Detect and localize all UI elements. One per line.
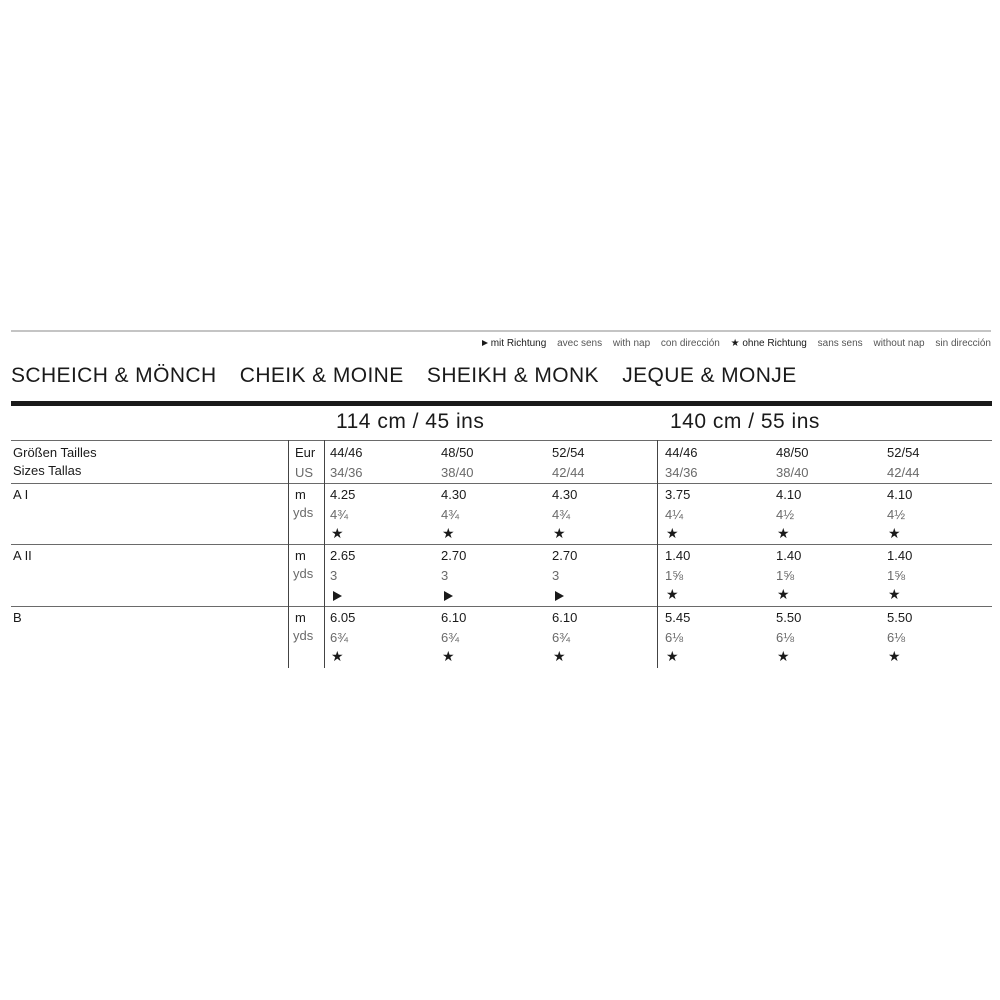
row-label: B: [13, 610, 22, 625]
unit-yds: yds: [293, 566, 314, 581]
meters-value: 1.40: [665, 548, 691, 563]
triangle-icon: [333, 591, 342, 601]
us-size: 42/44: [887, 465, 920, 480]
eur-size: 48/50: [441, 445, 474, 460]
yards-value: 6¾: [441, 630, 460, 645]
width-header-rule: [11, 440, 992, 441]
yards-value: 6¾: [552, 630, 571, 645]
row-label: A II: [13, 548, 32, 563]
star-icon: ★: [666, 586, 679, 602]
yards-value: 4½: [887, 507, 906, 522]
width-divider: [657, 440, 658, 668]
yards-value: 4¾: [552, 507, 571, 522]
yards-value: 4½: [776, 507, 795, 522]
with-nap-legend: mit Richtung: [482, 338, 547, 349]
meters-value: 3.75: [665, 487, 691, 502]
pattern-title: [11, 364, 814, 388]
yards-value: 6⅛: [776, 630, 795, 645]
meters-value: 2.70: [552, 548, 578, 563]
star-icon: ★: [777, 586, 790, 602]
top-rule: [11, 330, 991, 332]
row-rule: [11, 483, 992, 484]
title-rule: [11, 401, 992, 406]
fabric-width-140: 140 cm / 55 ins: [670, 410, 820, 433]
star-icon: ★: [888, 525, 901, 541]
triangle-icon: [444, 591, 453, 601]
us-size: 38/40: [441, 465, 474, 480]
star-icon: ★: [666, 648, 679, 664]
meters-value: 1.40: [776, 548, 802, 563]
meters-value: 2.70: [441, 548, 467, 563]
row-rule: [11, 606, 992, 607]
star-icon: ★: [442, 648, 455, 664]
us-size: 34/36: [330, 465, 363, 480]
meters-value: 4.25: [330, 487, 356, 502]
star-icon: ★: [331, 648, 344, 664]
meters-value: 6.05: [330, 610, 356, 625]
meters-value: 6.10: [441, 610, 467, 625]
star-icon: ★: [888, 648, 901, 664]
eur-size: 44/46: [330, 445, 363, 460]
without-nap-legend: ★ ohne Richtung: [730, 338, 807, 349]
title-es: JEQUE & MONJE: [622, 364, 797, 387]
yards-value: 6⅛: [887, 630, 906, 645]
title-en: SHEIKH & MONK: [426, 364, 599, 387]
yards-value: 3: [552, 568, 560, 583]
yards-value: 1⅝: [665, 568, 684, 583]
unit-yds: yds: [293, 505, 314, 520]
nap-legend: mit Richtung avec sens with nap con dirección ★ ohne Richtung sans sens without nap sin dirección: [482, 338, 991, 349]
yards-value: 1⅝: [887, 568, 906, 583]
meters-value: 5.50: [776, 610, 802, 625]
unit-divider: [324, 440, 325, 668]
meters-value: 1.40: [887, 548, 913, 563]
star-icon: ★: [442, 525, 455, 541]
star-icon: ★: [553, 648, 566, 664]
star-icon: ★: [666, 525, 679, 541]
unit-m: m: [295, 548, 306, 563]
size-label: Größen Tailles: [13, 445, 97, 460]
title-de: SCHEICH & MÖNCH: [11, 364, 217, 387]
us-size: 42/44: [552, 465, 585, 480]
eur-size: 48/50: [776, 445, 809, 460]
us-size: 38/40: [776, 465, 809, 480]
size-label: Sizes Tallas: [13, 463, 82, 478]
meters-value: 5.45: [665, 610, 691, 625]
eur-label: Eur: [295, 445, 316, 460]
triangle-icon: [482, 340, 488, 346]
fabric-width-114: 114 cm / 45 ins: [336, 410, 485, 433]
meters-value: 4.10: [887, 487, 913, 502]
yards-value: 6⅛: [665, 630, 684, 645]
yards-value: 4¾: [441, 507, 460, 522]
us-label: US: [295, 465, 314, 480]
us-size: 34/36: [665, 465, 698, 480]
yards-value: 1⅝: [776, 568, 795, 583]
unit-yds: yds: [293, 628, 314, 643]
star-icon: ★: [777, 525, 790, 541]
meters-value: 4.30: [552, 487, 578, 502]
meters-value: 4.30: [441, 487, 467, 502]
yards-value: 4¼: [665, 507, 684, 522]
star-icon: ★: [730, 338, 740, 349]
triangle-icon: [555, 591, 564, 601]
yards-value: 4¾: [330, 507, 349, 522]
row-label: A I: [13, 487, 29, 502]
eur-size: 52/54: [552, 445, 585, 460]
star-icon: ★: [553, 525, 566, 541]
star-icon: ★: [888, 586, 901, 602]
meters-value: 5.50: [887, 610, 913, 625]
meters-value: 4.10: [776, 487, 802, 502]
yards-value: 3: [330, 568, 338, 583]
yards-value: 3: [441, 568, 449, 583]
row-rule: [11, 544, 992, 545]
yards-value: 6¾: [330, 630, 349, 645]
star-icon: ★: [777, 648, 790, 664]
label-divider: [288, 440, 289, 668]
star-icon: ★: [331, 525, 344, 541]
eur-size: 52/54: [887, 445, 920, 460]
meters-value: 6.10: [552, 610, 578, 625]
eur-size: 44/46: [665, 445, 698, 460]
meters-value: 2.65: [330, 548, 356, 563]
unit-m: m: [295, 487, 306, 502]
title-fr: CHEIK & MOINE: [239, 364, 404, 387]
unit-m: m: [295, 610, 306, 625]
